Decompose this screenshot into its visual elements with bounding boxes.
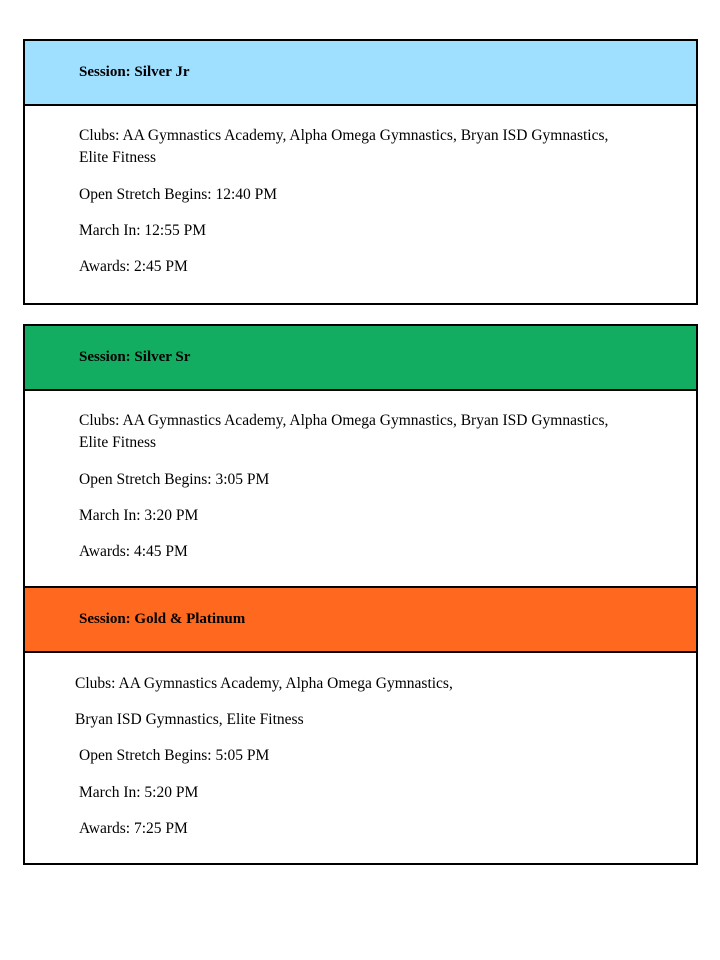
- open-stretch-time: Open Stretch Begins: 5:05 PM: [79, 747, 270, 764]
- session-title: Session: Silver Sr: [79, 349, 191, 365]
- session-body: [25, 653, 696, 863]
- session-header: [25, 326, 696, 391]
- session-header: [25, 41, 696, 106]
- clubs-line-2: Elite Fitness: [79, 149, 157, 166]
- clubs-line-1: Clubs: AA Gymnastics Academy, Alpha Omega Gymnastics, Bryan ISD Gymnastics,: [79, 412, 609, 429]
- awards-time: Awards: 4:45 PM: [79, 543, 188, 560]
- session-title: Session: Gold & Platinum: [79, 611, 246, 627]
- awards-time: Awards: 7:25 PM: [79, 820, 188, 837]
- clubs-line-1: Clubs: AA Gymnastics Academy, Alpha Omega Gymnastics, Bryan ISD Gymnastics,: [79, 127, 609, 144]
- clubs-line-2: Elite Fitness: [79, 434, 157, 451]
- clubs-line-2: Bryan ISD Gymnastics, Elite Fitness: [75, 711, 304, 728]
- session-card-silver-jr: [23, 39, 698, 305]
- session-body: [25, 106, 696, 303]
- session-card-silver-sr: [23, 324, 698, 590]
- awards-time: Awards: 2:45 PM: [79, 258, 188, 275]
- open-stretch-time: Open Stretch Begins: 3:05 PM: [79, 471, 270, 488]
- march-in-time: March In: 12:55 PM: [79, 222, 207, 239]
- open-stretch-time: Open Stretch Begins: 12:40 PM: [79, 186, 278, 203]
- session-card-gold-platinum: [23, 586, 698, 865]
- session-body: [25, 391, 696, 588]
- clubs-line-1: Clubs: AA Gymnastics Academy, Alpha Omega Gymnastics,: [75, 675, 453, 692]
- march-in-time: March In: 5:20 PM: [79, 784, 199, 801]
- session-title: Session: Silver Jr: [79, 64, 190, 80]
- session-header: [25, 588, 696, 653]
- march-in-time: March In: 3:20 PM: [79, 507, 199, 524]
